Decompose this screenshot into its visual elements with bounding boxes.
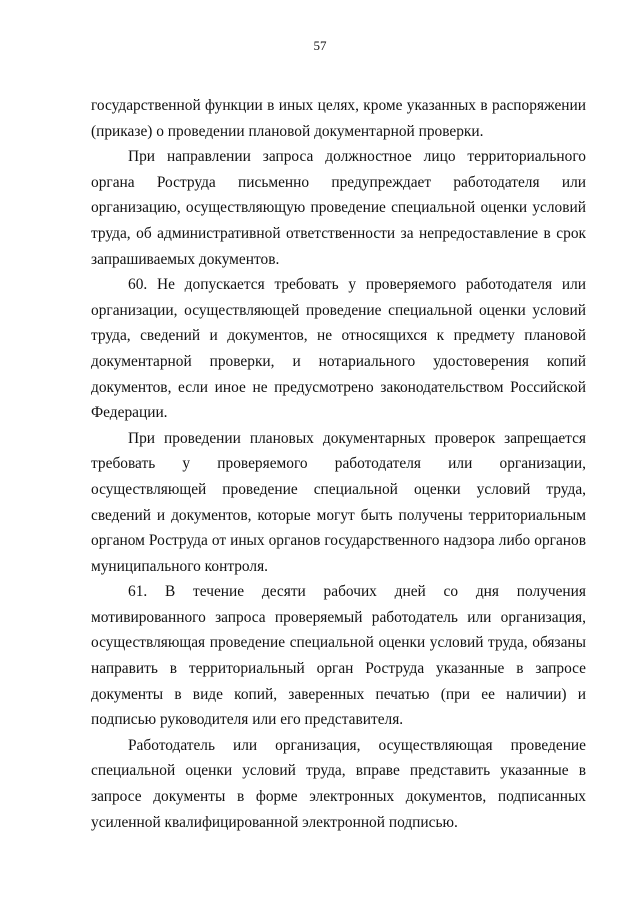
paragraph-clause-60: 60. Не допускается требовать у проверяемого работодателя или организации, осуществляющей проведение специальной оценки условий труда, сведений и документов, не относящихся к предмету плановой документарной проверки, и нотариального удостоверения копий документов, если иное не предусмотрено законодательством Российской Федерации. — [91, 276, 586, 422]
paragraph-electronic-documents: Работодатель или организация, осуществляющая проведение специальной оценки условий труда, вправе представить указанные в запросе документы в форме электронных документов, подписанных усиленной квалифицированной электронной подписью. — [91, 736, 586, 831]
paragraph-clause-61: 61. В течение десяти рабочих дней со дня получения мотивированного запроса проверяемый работодатель или организация, осуществляющая проведение специальной оценки условий труда, обязаны направить в территориальный орган Роструда указанные в запросе документы в виде копий, заверенных печатью (при ее наличии) и подписью руководителя или его представителя. — [91, 583, 586, 729]
paragraph-request-warning: При направлении запроса должностное лицо территориального органа Роструда письменно предупреждает работодателя или организацию, осуществляющую проведение специальной оценки условий труда, об административной ответственности за непредоставление в срок запрашиваемых документов. — [91, 148, 586, 268]
paragraph-continuation: государственной функции в иных целях, кроме указанных в распоряжении (приказе) о проведении плановой документарной проверки. — [91, 97, 586, 140]
document-body — [91, 93, 586, 835]
page-number: 57 — [313, 38, 327, 53]
paragraph-prohibition: При проведении плановых документарных проверок запрещается требовать у проверяемого работодателя или организации, осуществляющей проведение специальной оценки условий труда, сведений и документов, которые могут быть получены территориальным органом Роструда от иных органов государственного надзора либо органов муниципального контроля. — [91, 429, 586, 575]
